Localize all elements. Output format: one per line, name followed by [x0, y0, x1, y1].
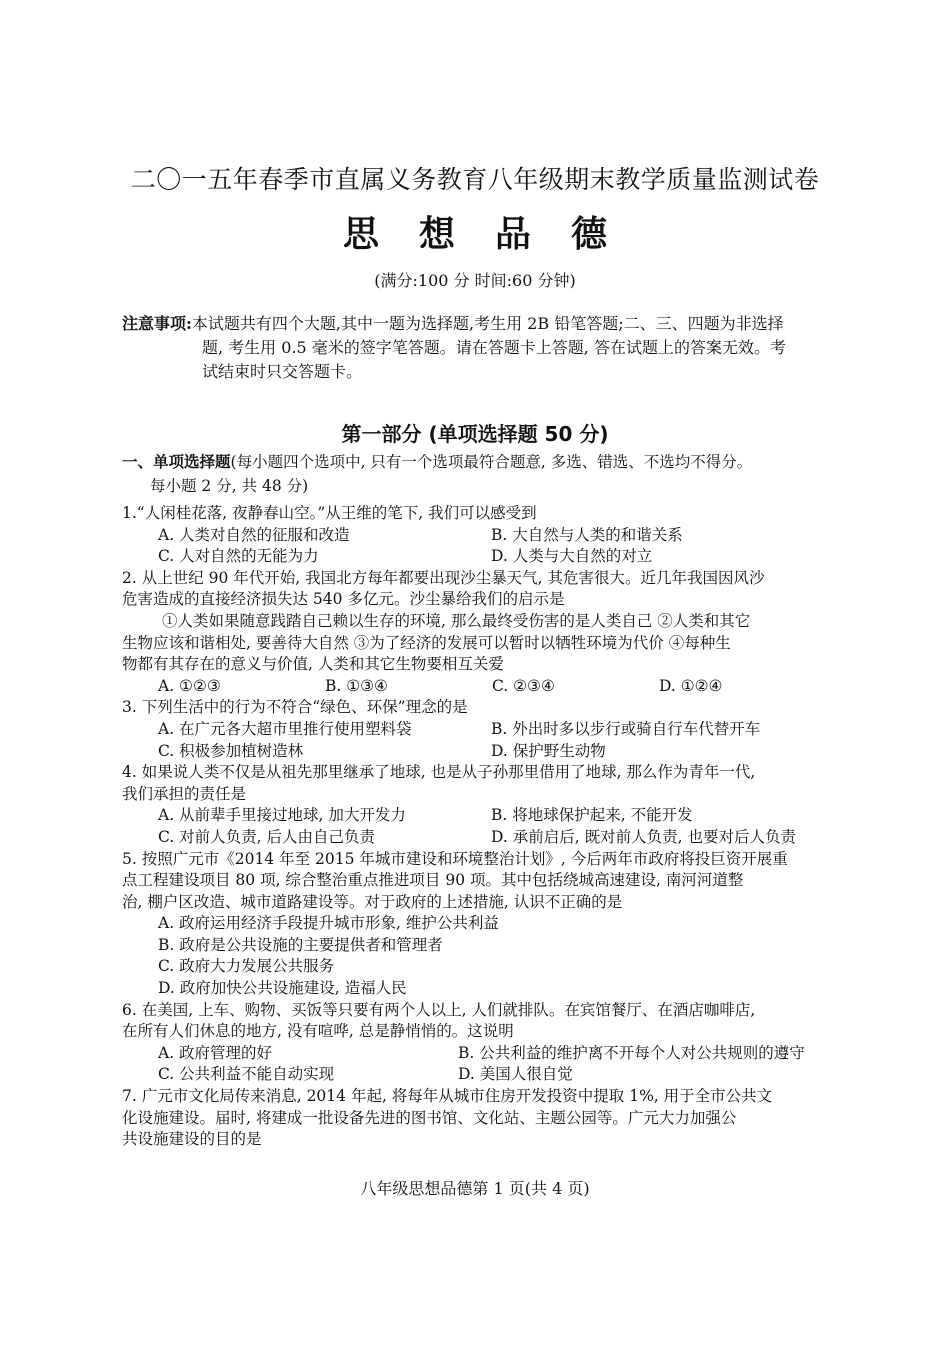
options [122, 676, 834, 698]
notice-line-2: 题, 考生用 0.5 毫米的签字笔答题。请在答题卡上答题, 答在试题上的答案无效。考 [202, 338, 786, 357]
option-b: B. 公共利益的维护离不开每个人对公共规则的遵守 [458, 1043, 805, 1062]
subject-title: 思想品德 [342, 213, 647, 255]
question-2 [122, 568, 834, 698]
question-stem: 6. 在美国, 上车、购物、买饭等只要有两个人以上, 人们就排队。在宾馆餐厅、在酒店咖啡店, 在所有人们休息的地方, 没有喧哗, 总是静悄悄的。这说明 [122, 1000, 756, 1041]
option-a: A. 政府管理的好 [158, 1043, 273, 1062]
question-list [122, 503, 834, 1151]
options [122, 525, 834, 568]
question-stem: 4. 如果说人类不仅是从祖先那里继承了地球, 也是从子孙那里借用了地球, 那么作为青年一代, 我们承担的责任是 [122, 763, 756, 803]
option-a: A. 政府运用经济手段提升城市形象, 维护公共利益 [158, 914, 499, 933]
question-stem: 7. 广元市文化局传来消息, 2014 年起, 将每年从城市住房开发投资中提取 1%, 用于全市公共文 化设施建设。届时, 将建成一批设备先进的图书馆、文化站、主题公园等。广元大力加强公 共设施建设的目的是 [122, 1087, 773, 1149]
section-instructions [122, 450, 837, 498]
option-c: C. 人对自然的无能为力 [158, 547, 319, 566]
question-stem: 3. 下列生活中的行为不符合“绿色、环保”理念的是 [122, 698, 468, 717]
question-stem: 2. 从上世纪 90 年代开始, 我国北方每年都要出现沙尘暴天气, 其危害很大。近几年我国因风沙 危害造成的直接经济损失达 540 多亿元。沙尘暴给我们的启示是 [122, 568, 765, 609]
options [122, 913, 834, 999]
notice-line-1: 注意事项:本试题共有四个大题,其中一题为选择题,考生用 2B 铅笔答题;二、三、四题为非选择 [122, 314, 784, 333]
question-materials: ①人类如果随意践踏自己赖以生存的环境, 那么最终受伤害的是人类自己 ②人类和其它 生物应该和谐相处, 要善待大自然 ③为了经济的发展可以暂时以牺牲环境为代价 ④每种生 物都有其存在的意义与价值, 人类和其它生物要相互关爱 [122, 611, 751, 674]
option-b: B. 大自然与人类的和谐关系 [491, 525, 683, 544]
notice-block [122, 312, 822, 384]
option-c: C. 公共利益不能自动实现 [158, 1065, 335, 1084]
option-b: B. 政府是公共设施的主要提供者和管理者 [158, 935, 443, 954]
option-d: D. 美国人很自觉 [458, 1065, 573, 1084]
section-instruction-1: (每小题四个选项中, 只有一个选项最符合题意, 多选、错选、不选均不得分。 [230, 453, 753, 471]
question-1 [122, 503, 834, 568]
part-heading: 第一部分 (单项选择题 50 分) [341, 422, 609, 446]
option-a: A. 从前辈手里接过地球, 加大开发力 [158, 806, 406, 825]
page-footer: 八年级思想品德第 1 页(共 4 页) [360, 1179, 590, 1198]
score-time-info: (满分:100 分 时间:60 分钟) [374, 271, 576, 290]
notice-label: 注意事项: [122, 314, 192, 333]
options [122, 1043, 834, 1086]
option-c: C. ②③④ [492, 676, 555, 695]
option-c: C. 积极参加植树造林 [158, 741, 304, 760]
notice-line-3: 试结束时只交答题卡。 [202, 362, 363, 381]
option-d: D. 人类与大自然的对立 [491, 547, 653, 566]
option-d: D. 承前启后, 既对前人负责, 也要对后人负责 [491, 827, 796, 846]
question-3 [122, 697, 834, 762]
option-d: D. 保护野生动物 [491, 741, 606, 760]
options [122, 719, 834, 762]
option-b: B. 将地球保护起来, 不能开发 [491, 806, 693, 825]
question-6 [122, 1000, 834, 1086]
option-c: C. 对前人负责, 后人由自己负责 [158, 827, 376, 846]
question-4 [122, 762, 834, 848]
section-instruction-2: 每小题 2 分, 共 48 分) [150, 477, 309, 495]
section-heading: 一、单项选择题 [122, 453, 231, 471]
question-7 [122, 1086, 834, 1151]
option-b: B. 外出时多以步行或骑自行车代替开车 [491, 719, 761, 738]
option-a: A. 人类对自然的征服和改造 [158, 525, 350, 544]
option-c: C. 政府大力发展公共服务 [158, 957, 335, 976]
option-a: A. ①②③ [158, 676, 221, 695]
exam-title: 二〇一五年春季市直属义务教育八年级期末教学质量监测试卷 [130, 165, 820, 194]
option-d: D. ①②④ [659, 676, 723, 695]
option-b: B. ①③④ [325, 676, 388, 695]
option-d: D. 政府加快公共设施建设, 造福人民 [158, 979, 407, 998]
options [122, 805, 834, 848]
question-stem: 5. 按照广元市《2014 年至 2015 年城市建设和环境整治计划》, 今后两年市政府将投巨资开展重 点工程建设项目 80 项, 综合整治重点推进项目 90 项。其中包括绕城高速建设, 南河河道整 治, 棚户区改造、城市道路建设等。对于政府的上述措施, 认识不正确的是 [122, 849, 788, 911]
option-a: A. 在广元各大超市里推行使用塑料袋 [158, 719, 412, 738]
question-5 [122, 849, 834, 1000]
question-stem: 1.“人闲桂花落, 夜静春山空。”从王维的笔下, 我们可以感受到 [122, 504, 537, 522]
